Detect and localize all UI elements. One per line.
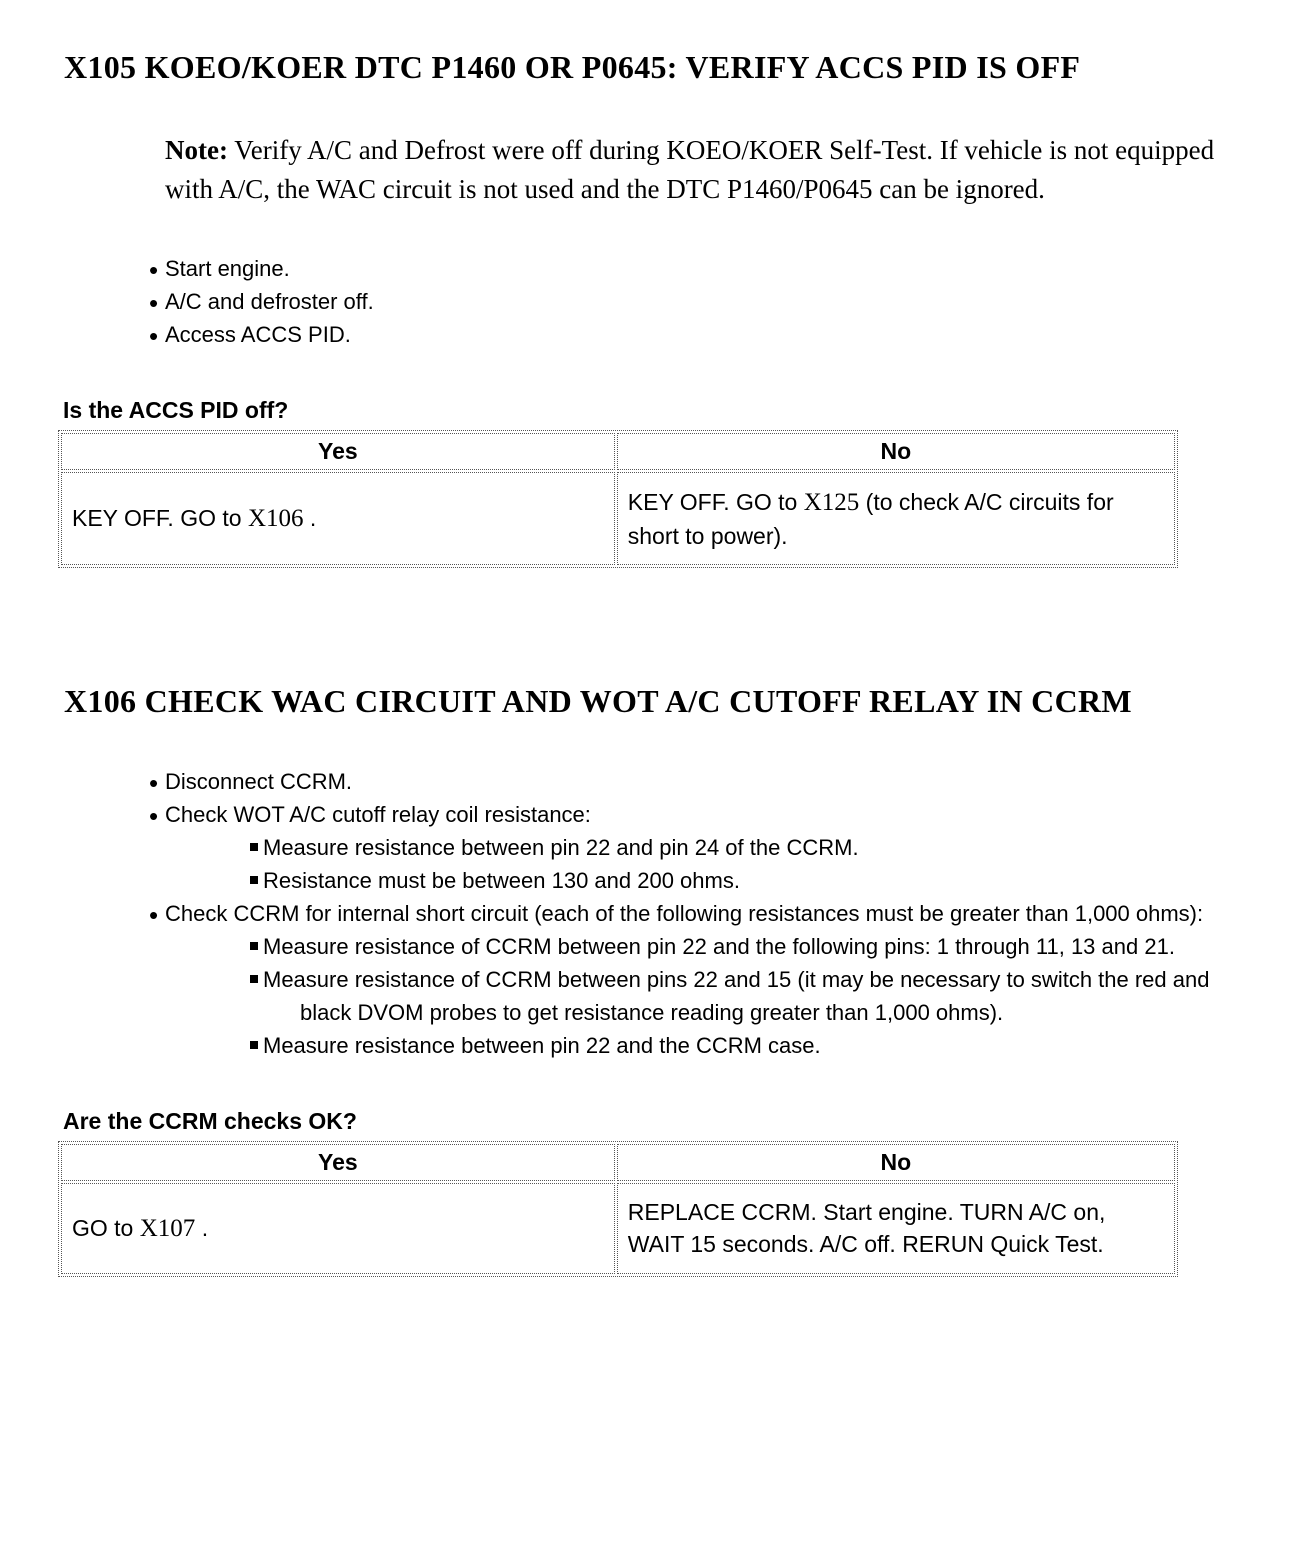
table-row [61, 472, 1175, 565]
link-x125[interactable]: X125 [803, 488, 860, 516]
no-cell [617, 472, 1175, 565]
decision-table-x105 [58, 430, 1178, 568]
bullet-item: • Access ACCS PID. [145, 318, 1257, 351]
yes-text-post: . [303, 504, 317, 531]
section-x106 [58, 680, 1260, 1277]
yes-cell [61, 1183, 615, 1273]
yes-text: KEY OFF. GO to [72, 504, 248, 531]
no-cell [617, 1183, 1175, 1273]
yes-text: GO to [72, 1214, 140, 1241]
bullet-list-x106 [145, 765, 1257, 1062]
no-text-post: (to check A/C circuits for short to power). [627, 488, 1114, 549]
question-ccrm-checks: Are the CCRM checks OK? [63, 1108, 357, 1135]
sub-bullet-item: Measure resistance between pin 22 and pin 24 of the CCRM. [248, 831, 1257, 864]
bullet-item: • Check CCRM for internal short circuit (each of the following resistances must be greater than 1,000 ohms): [145, 897, 1257, 930]
sub-bullet-item: Measure resistance of CCRM between pin 22 and the following pins: 1 through 11, 13 and 21. [248, 930, 1257, 963]
table-header-row [61, 433, 1175, 470]
table-header-yes: Yes [61, 433, 615, 470]
table-row [61, 1183, 1175, 1273]
link-x107[interactable]: X107 [139, 1214, 196, 1242]
table-header-no: No [617, 1144, 1175, 1181]
sub-bullet-item: Measure resistance of CCRM between pins 22 and 15 (it may be necessary to switch the red and black DVOM probes to get resistance reading greater than 1,000 ohms). [248, 963, 1257, 1029]
yes-text-post: . [195, 1214, 209, 1241]
table-header-row [61, 1144, 1175, 1181]
note-text: Verify A/C and Defrost were off during KOEO/KOER Self-Test. If vehicle is not equipped with A/C, the WAC circuit is not used and the DTC P1460/P0645 can be ignored. [165, 135, 1215, 204]
note-paragraph [165, 131, 1260, 208]
no-text: REPLACE CCRM. Start engine. TURN A/C on, WAIT 15 seconds. A/C off. RERUN Quick Test. [627, 1199, 1106, 1258]
sub-bullet-item: Measure resistance between pin 22 and the CCRM case. [248, 1029, 1257, 1062]
sub-bullet-item: Resistance must be between 130 and 200 ohms. [248, 864, 1257, 897]
no-text: KEY OFF. GO to [627, 488, 804, 515]
section-title-x106: X106 CHECK WAC CIRCUIT AND WOT A/C CUTOFF RELAY IN CCRM [64, 683, 1132, 720]
section-title-x105: X105 KOEO/KOER DTC P1460 OR P0645: VERIFY ACCS PID IS OFF [64, 49, 1081, 85]
bullet-item: • Check WOT A/C cutoff relay coil resistance: [145, 798, 1257, 831]
table-header-yes: Yes [61, 1144, 615, 1181]
question-accs-pid: Is the ACCS PID off? [63, 396, 289, 423]
bullet-list-x105 [145, 252, 1257, 351]
note-label: Note: [165, 135, 228, 166]
table-header-no: No [617, 433, 1175, 470]
decision-table-x106 [58, 1141, 1178, 1276]
bullet-item: • Disconnect CCRM. [145, 765, 1257, 798]
section-x105 [58, 46, 1260, 568]
bullet-item: • A/C and defroster off. [145, 285, 1257, 318]
bullet-item: • Start engine. [145, 252, 1257, 285]
link-x106[interactable]: X106 [247, 504, 304, 532]
yes-cell [61, 472, 615, 565]
